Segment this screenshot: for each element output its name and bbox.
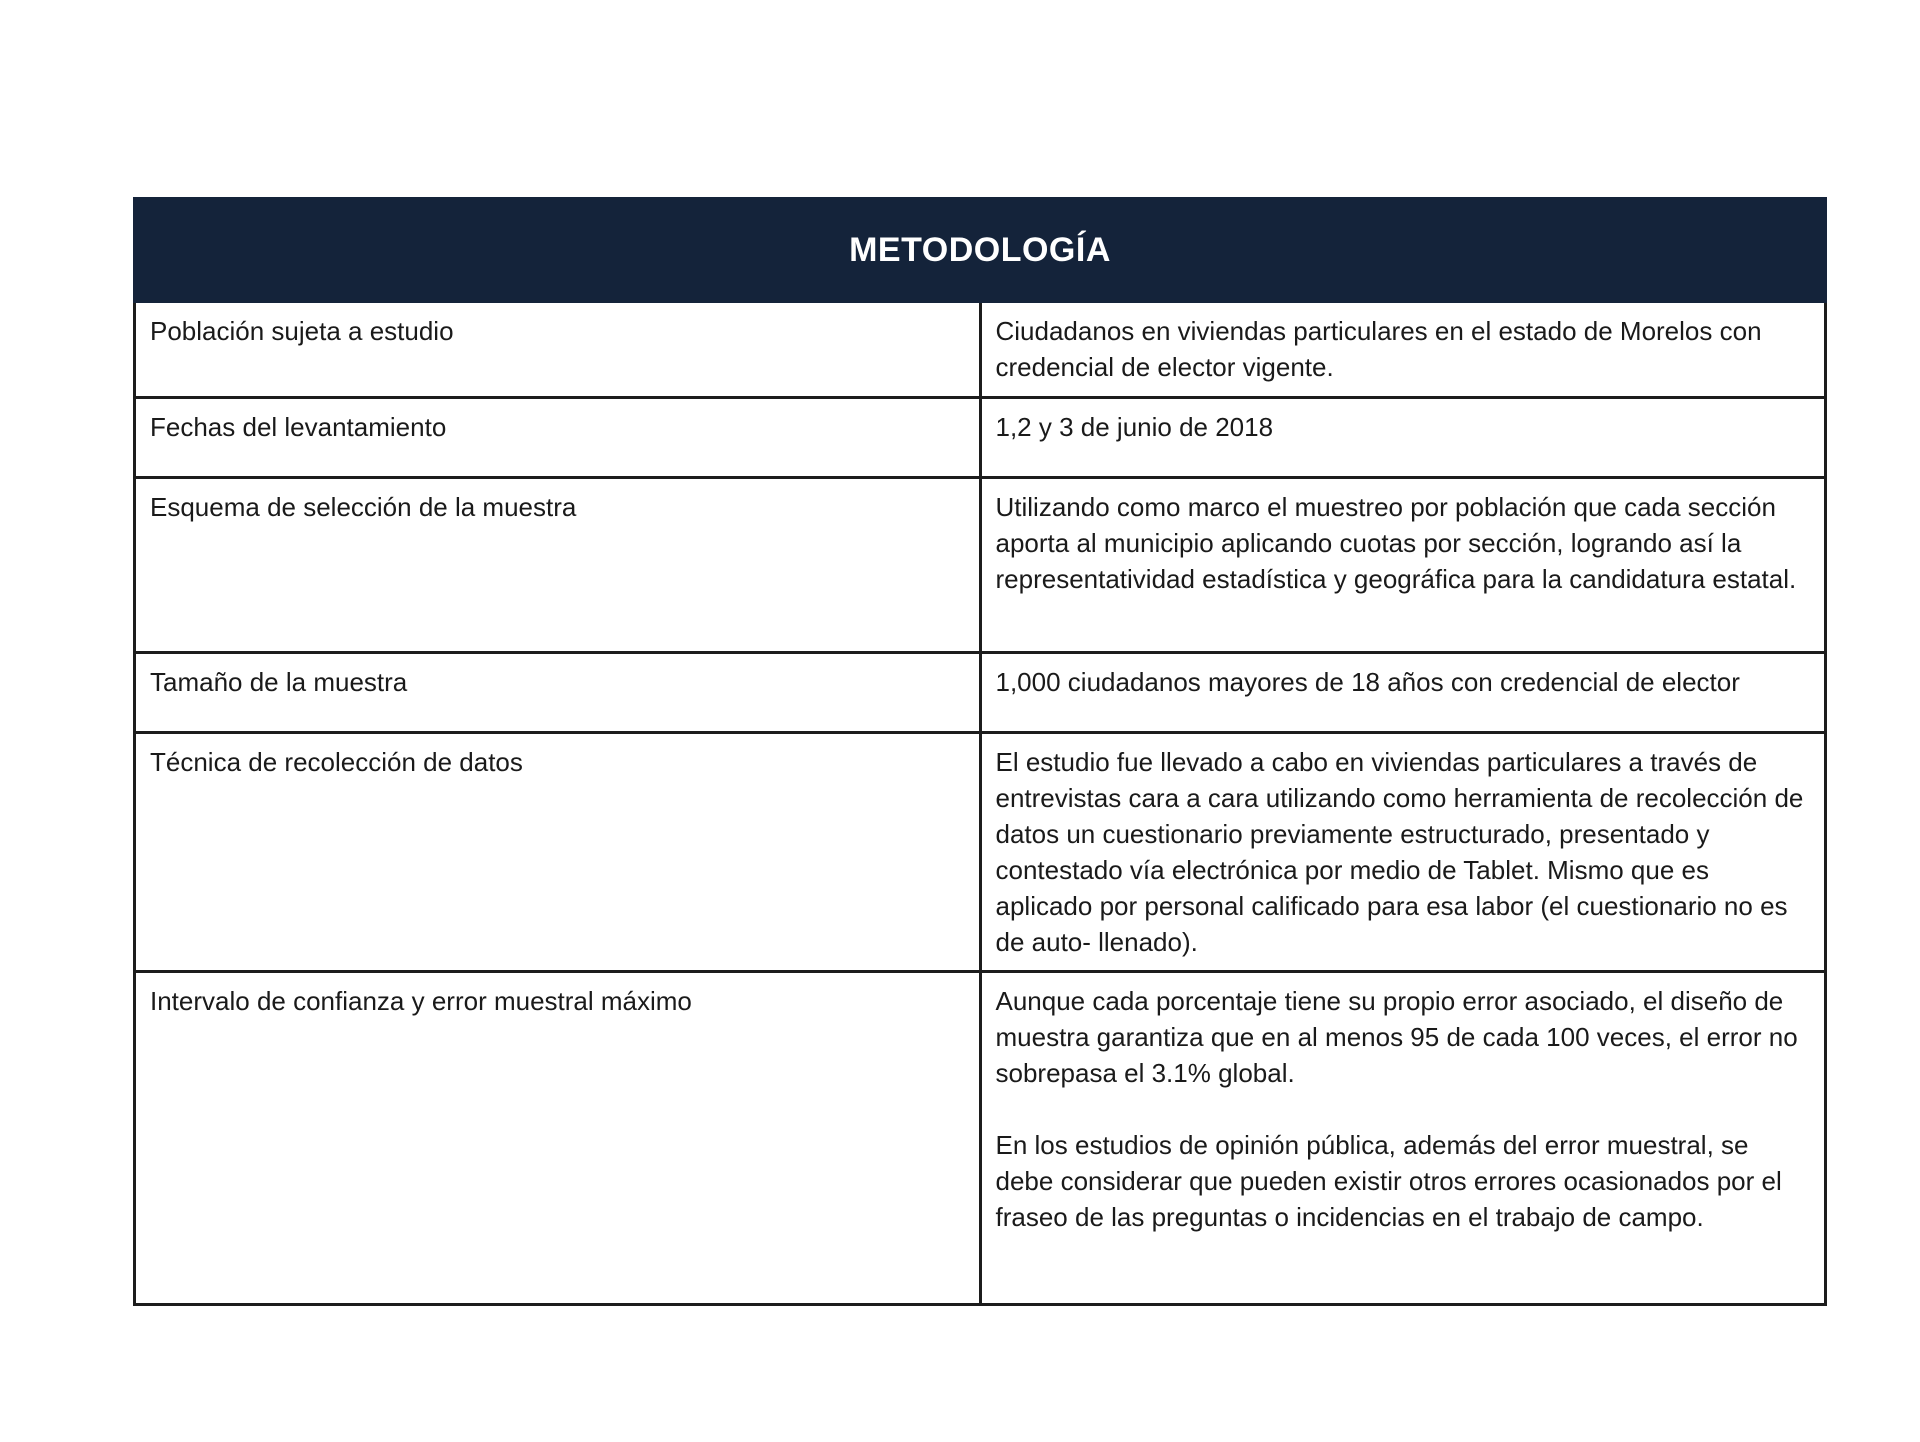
row-value-text: Utilizando como marco el muestreo por población que cada sección aporta al municipio aplicando cuotas por sección, logrando así la representatividad estadística y geográfica para la candidatura estatal. [995,492,1797,594]
table-row [135,398,1826,478]
row-label: Fechas del levantamiento [135,398,981,478]
table-row [135,972,1826,1305]
table-row [135,733,1826,972]
table-row [135,302,1826,398]
row-value [980,972,1826,1305]
row-value-text: El estudio fue llevado a cabo en viviendas particulares a través de entrevistas cara a cara utilizando como herramienta de recolección de datos un cuestionario previamente estructurado, presentado y contestado vía electrónica por medio de Tablet. Mismo que es aplicado por personal calificado para esa labor (el cuestionario no es de auto- llenado). [995,747,1804,957]
row-value-text: En los estudios de opinión pública, además del error muestral, se debe considerar que pueden existir otros errores ocasionados por el fraseo de las preguntas o incidencias en el trabajo de campo. [995,1130,1782,1232]
methodology-table [133,197,1827,1306]
row-label: Intervalo de confianza y error muestral máximo [135,972,981,1305]
table-header-row [135,199,1826,302]
row-value [980,302,1826,398]
row-value-text: 1,2 y 3 de junio de 2018 [995,412,1274,442]
table-title: METODOLOGÍA [135,199,1826,302]
table-row [135,478,1826,653]
row-value [980,398,1826,478]
row-value [980,733,1826,972]
row-value [980,653,1826,733]
row-label: Técnica de recolección de datos [135,733,981,972]
table-row [135,653,1826,733]
row-value-text: Ciudadanos en viviendas particulares en el estado de Morelos con credencial de elector vigente. [995,316,1762,382]
row-value-text: 1,000 ciudadanos mayores de 18 años con credencial de elector [995,667,1740,697]
row-label: Esquema de selección de la muestra [135,478,981,653]
row-label: Tamaño de la muestra [135,653,981,733]
row-value [980,478,1826,653]
row-label: Población sujeta a estudio [135,302,981,398]
row-value-text: Aunque cada porcentaje tiene su propio error asociado, el diseño de muestra garantiza que en al menos 95 de cada 100 veces, el error no sobrepasa el 3.1% global. [995,986,1798,1088]
